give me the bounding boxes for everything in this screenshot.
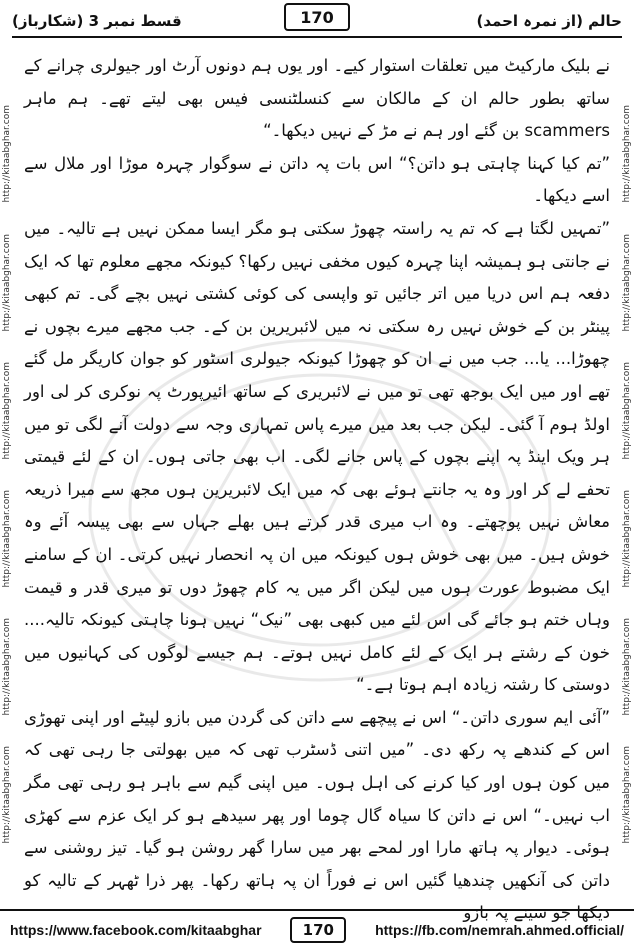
author-link[interactable]: https://fb.com/nemrah.ahmed.official/: [375, 922, 624, 938]
right-side-watermark: http://kitaabghar.com http://kitaabghar.com http://kitaabghar.com http://kitaabghar.com http://kitaabghar.com http://kitaabghar.com: [622, 105, 632, 844]
footer-page-number: 170: [290, 917, 346, 943]
book-title: حالم (از نمرہ احمد): [476, 12, 622, 30]
paragraph: ”تمہیں لگتا ہے کہ تم یہ راستہ چھوڑ سکتی ہو مگر ایسا ممکن نہیں ہے تالیہ۔ میں نے جانتی ہو ہمیشہ اپنا چہرہ کیوں مخفی نہیں رکھا؟ کیونکہ مجھے معلوم تھا کہ ایک دفعہ ہم اس دریا میں اتر جائیں تو واپسی کی کوئی کشتی نہیں بچے گی۔ تم کبھی پینٹر بن کے خوش نہیں رہ سکتی نہ میں لائبریرین بن کے۔ جب مجھے میرے بچوں نے چھوڑا... یا... جب میں نے ان کو چھوڑا کیونکہ جیولری اسٹور کو جوان کاریگر مل گئے تھے اور میں ایک بوجھ تھی تو میں نے لائبریری کے ساتھ ائیرپورٹ پہ نوکری کر لی اور اولڈ ہوم آ گئی۔ لیکن جب بعد میں میرے پاس تمہاری وجہ سے دولت آنے لگی تو میں ہر ویک اینڈ پہ اپنے بچوں کے پاس جانے لگی۔ اب بھی جاتی ہوں۔ ان کے لئے قیمتی تحفے لے کر اور وہ یہ جانتے ہوئے بھی کہ میں ایک لائبریرین ہوں مجھ سے میرا ذریعہ معاش نہیں پوچھتے۔ وہ اب میری قدر کرتے ہیں بھلے جہاں سے بھی پیسہ آئے وہ خوش ہیں۔ میں بھی خوش ہوں کیونکہ میں ان پہ انحصار نہیں کرتی۔ ان کے سامنے ایک مضبوط عورت ہوں میں لیکن اگر میں یہ کام چھوڑ دوں تو میری قدر و قیمت وہاں ختم ہو جائے گی اس لئے میں کبھی بھی ”نیک“ نہیں ہونا چاہتی کیونکہ تالیہ.... خون کے رشتے ہر ایک کے لئے کامل نہیں ہوتے۔ ہم جیسے لوگوں کی کہانیوں میں دوستی کا رشتہ زیادہ اہم ہوتا ہے۔“: [24, 218, 610, 695]
left-side-watermark: http://kitaabghar.com http://kitaabghar.com http://kitaabghar.com http://kitaabghar.com http://kitaabghar.com http://kitaabghar.com: [2, 105, 12, 844]
episode-title: قسط نمبر 3 (شکارباز): [12, 12, 182, 30]
paragraph: نے بلیک مارکیٹ میں تعلقات استوار کیے۔ اور یوں ہم دونوں آرٹ اور جیولری چرانے کے ساتھ بطور حالم ان کے مالکان سے کنسلٹنسی فیس بھی لیتے تھے۔ ہم ماہر scammers بن گئے اور ہم نے مڑ کے نہیں دیکھا۔“: [24, 56, 610, 141]
paragraph: ”تم کیا کہنا چاہتی ہو داتن؟“ اس بات پہ داتن نے سوگوار چہرہ موڑا اور ملال سے اسے دیکھا۔: [24, 153, 610, 206]
story-text: [24, 50, 610, 923]
facebook-link[interactable]: https://www.facebook.com/kitaabghar: [10, 922, 262, 938]
header-page-number: 170: [284, 3, 350, 31]
paragraph: ”آئی ایم سوری داتن۔“ اس نے پیچھے سے داتن کی گردن میں بازو لپیٹے اور اپنی تھوڑی اس کے کندھے پہ رکھ دی۔ ”میں اتنی ڈسٹرب تھی کہ میں بھولتی جا رہی تھی کہ میں کون ہوں اور کیا کرنے کی اہل ہوں۔ میں اپنی گیم سے باہر ہو رہی تھی مگر اب نہیں۔“ اس نے داتن کا سیاہ گال چوما اور پھر سیدھے ہو کر ایک عزم سے کھڑی ہوئی۔ دیوار پہ ہاتھ مارا اور لمحے بھر میں سارا گھر روشن ہو گیا۔ تیز روشنی سے داتن کی آنکھیں چندھیا گئیں اس نے فوراً ان پہ ہاتھ رکھا۔ پھر ذرا ٹھہر کے تالیہ کو دیکھا جو سینے پہ بازو: [24, 707, 610, 923]
page-footer: [0, 909, 634, 949]
